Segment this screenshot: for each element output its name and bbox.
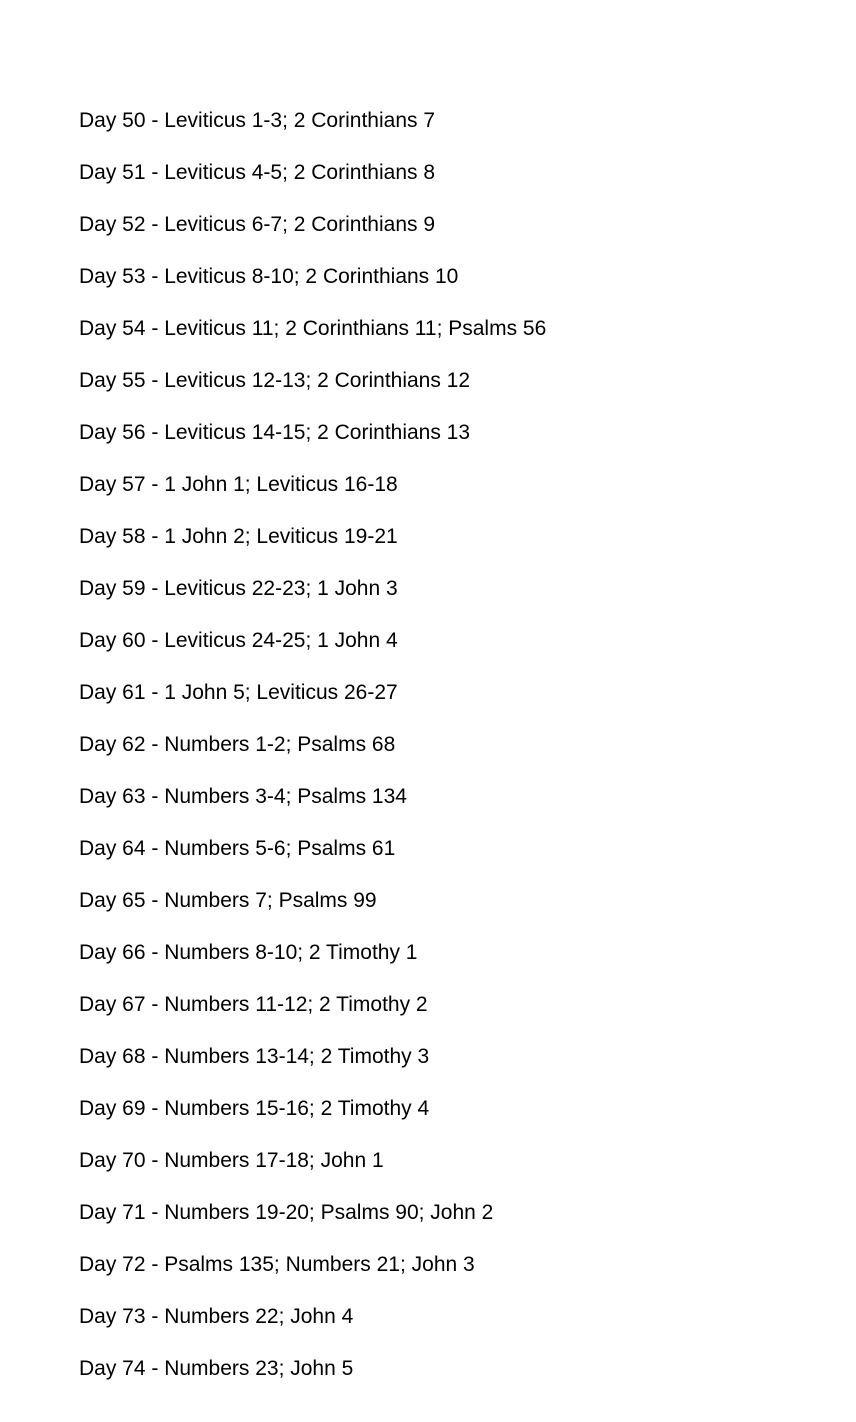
- reading-day-69: Day 69 - Numbers 15-16; 2 Timothy 4: [79, 1097, 430, 1120]
- reading-day-63: Day 63 - Numbers 3-4; Psalms 134: [79, 785, 407, 808]
- reading-day-62: Day 62 - Numbers 1-2; Psalms 68: [79, 733, 396, 756]
- reading-day-56: Day 56 - Leviticus 14-15; 2 Corinthians 13: [79, 421, 471, 444]
- reading-day-65: Day 65 - Numbers 7; Psalms 99: [79, 889, 377, 912]
- reading-day-59: Day 59 - Leviticus 22-23; 1 John 3: [79, 577, 398, 600]
- reading-day-72: Day 72 - Psalms 135; Numbers 21; John 3: [79, 1253, 475, 1276]
- reading-day-61: Day 61 - 1 John 5; Leviticus 26-27: [79, 681, 398, 704]
- reading-day-55: Day 55 - Leviticus 12-13; 2 Corinthians 12: [79, 369, 471, 392]
- reading-day-58: Day 58 - 1 John 2; Leviticus 19-21: [79, 525, 398, 548]
- reading-day-64: Day 64 - Numbers 5-6; Psalms 61: [79, 837, 396, 860]
- reading-plan-list: [79, 107, 546, 1407]
- reading-day-71: Day 71 - Numbers 19-20; Psalms 90; John 2: [79, 1201, 494, 1224]
- reading-day-54: Day 54 - Leviticus 11; 2 Corinthians 11; Psalms 56: [79, 317, 547, 340]
- reading-day-67: Day 67 - Numbers 11-12; 2 Timothy 2: [79, 993, 428, 1016]
- reading-day-70: Day 70 - Numbers 17-18; John 1: [79, 1149, 384, 1172]
- reading-day-73: Day 73 - Numbers 22; John 4: [79, 1305, 354, 1328]
- reading-day-74: Day 74 - Numbers 23; John 5: [79, 1357, 354, 1380]
- reading-day-57: Day 57 - 1 John 1; Leviticus 16-18: [79, 473, 398, 496]
- reading-day-51: Day 51 - Leviticus 4-5; 2 Corinthians 8: [79, 161, 436, 184]
- reading-day-53: Day 53 - Leviticus 8-10; 2 Corinthians 10: [79, 265, 459, 288]
- reading-day-50: Day 50 - Leviticus 1-3; 2 Corinthians 7: [79, 109, 436, 132]
- reading-day-52: Day 52 - Leviticus 6-7; 2 Corinthians 9: [79, 213, 436, 236]
- reading-day-68: Day 68 - Numbers 13-14; 2 Timothy 3: [79, 1045, 430, 1068]
- reading-day-66: Day 66 - Numbers 8-10; 2 Timothy 1: [79, 941, 418, 964]
- reading-day-60: Day 60 - Leviticus 24-25; 1 John 4: [79, 629, 398, 652]
